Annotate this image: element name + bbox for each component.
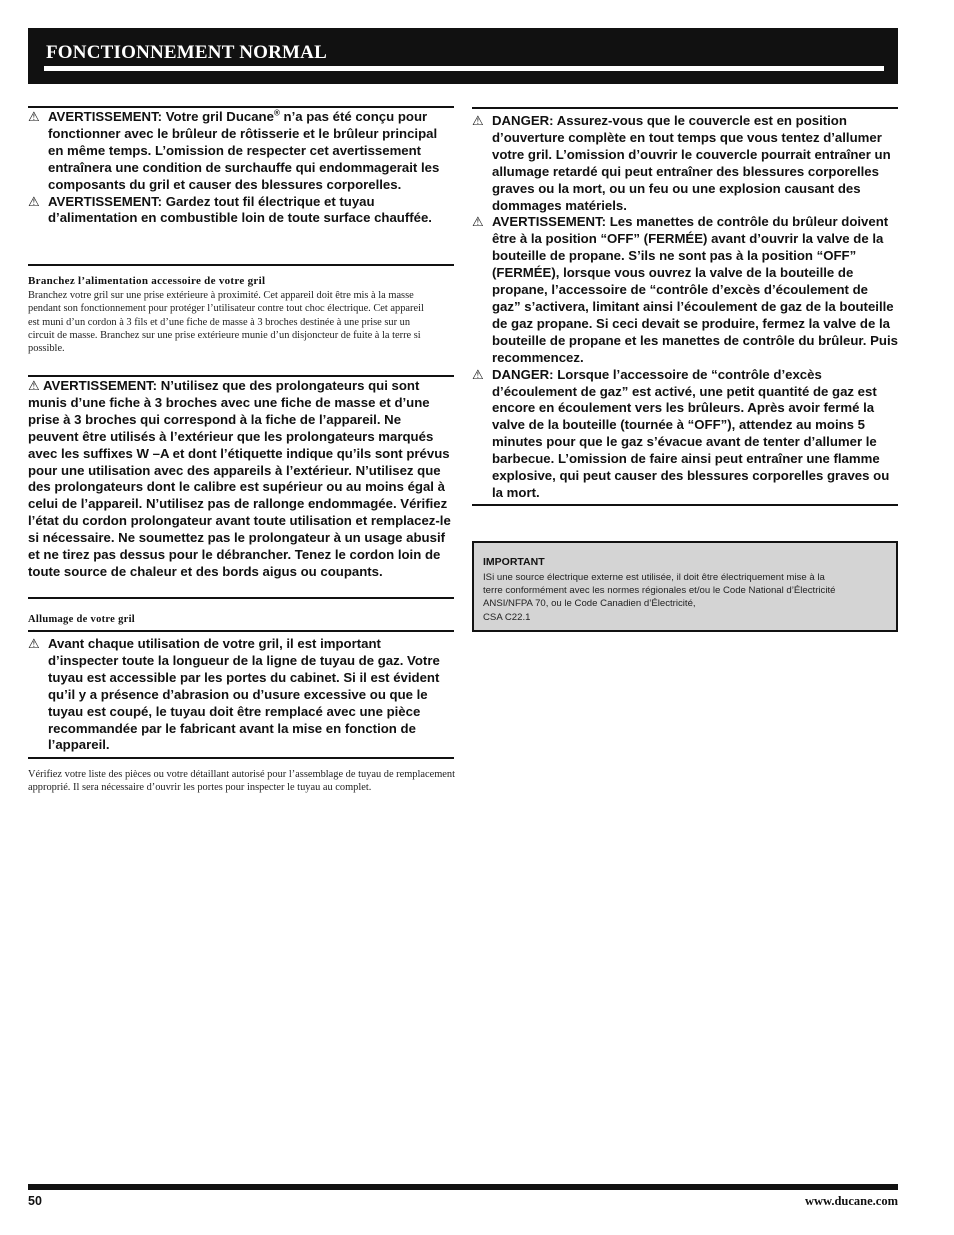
website-link[interactable]: www.ducane.com — [804, 1194, 898, 1208]
header-underline — [44, 66, 884, 71]
warning-extension-cords — [28, 378, 454, 581]
important-line: CSA C22.1 — [483, 611, 531, 623]
important-line: terre conformément avec les normes régionales et/ou le Code National d’Électricité — [483, 585, 836, 597]
divider — [472, 107, 898, 109]
warning-text: n’a pas été conçu pour fonctionner avec le brûleur de rôtisserie et le brûleur principal en même temps. L’omission de respecter cet avertissement entraînera une condition de surchauffe qui endommagerait les composants du gril et causer des blessures corporelles. — [48, 109, 440, 192]
warning-block-2 — [28, 378, 454, 581]
page-number: 50 — [28, 1194, 42, 1208]
warning-triangle-icon: ⚠ — [28, 636, 40, 651]
registered-mark: ® — [273, 108, 280, 118]
lighting-heading: Allumage de votre gril — [28, 614, 136, 625]
warning-text: Avant chaque utilisation de votre gril, il est important d’inspecter toute la longueur de la ligne de tuyau de gaz. Votre tuyau est accessible par les portes du cabinet. Si il est évident qu’il y a présence d’abrasion ou d’usure excessive ou que le tuyau est coupé, le tuyau doit être remplacé avec une pièce recommandée par le fabricant avant la mise en fonction de l’appareil. — [48, 636, 440, 753]
divider — [28, 757, 454, 759]
danger-excess-flow — [472, 367, 898, 502]
warning-triangle-icon: ⚠ — [28, 109, 40, 124]
warning-text: AVERTISSEMENT: Les manettes de contrôle du brûleur doivent être à la position “OFF” (FERMÉE) avant d’ouvrir la valve de la bouteille de propane. S’ils ne sont pas à la position “OFF” (FERMÉE), lorsque vous ouvrez la valve de la bouteille de propane, l’accessoire de “contrôle d’excès d’écoulement de gaz” s’activera, limitant ainsi l’écoulement de gaz de la bouteille de gaz propane. Si ceci devait se produire, fermez la valve de la bouteille de propane et les manettes de contrôle du brûleur. Puis recommencez. — [492, 214, 898, 365]
section-header — [28, 28, 898, 84]
warning-triangle-icon: ⚠ — [472, 113, 484, 128]
important-line: ISi une source électrique externe est utilisée, il doit être électriquement mise à la — [483, 572, 825, 583]
section-title: FONCTIONNEMENT NORMAL — [46, 42, 327, 63]
danger-text: DANGER: Lorsque l’accessoire de “contrôle d’excès d’écoulement de gaz” est activé, une petit quantité de gaz est encore en écoulement vers les brûleurs. Après avoir fermé la valve de la bouteille (tournée à “OFF”), attendez au moins 5 minutes pour que le gaz s’évacue avant de tenter d’allumer le barbecue. L’omission de faire ainsi peut entraîner une flamme explosive, qui peut causer des blessures corporelles graves ou la mort. — [492, 366, 890, 500]
plug-heading: Branchez l’alimentation accessoire de votre gril — [28, 275, 266, 287]
divider — [28, 375, 454, 377]
warning-triangle-icon: ⚠ — [472, 214, 484, 230]
divider — [28, 264, 454, 266]
divider — [28, 106, 454, 108]
divider — [28, 597, 454, 599]
plug-text: Branchez votre gril sur une prise extérieure à proximité. Cet appareil doit être mis à la masse pendant son fonctionnement pour protéger l’utilisateur contre tout choc électrique. Cet appareil est muni d’un cordon à 3 fils et d’une fiche de masse à 3 broches destinée à une prise sur un circuit de masse. Branchez sur une prise extérieure munie d’un disjoncteur de fuite à la terre si possible. — [28, 290, 424, 355]
important-notice — [472, 541, 898, 632]
warning-block-1 — [28, 109, 454, 227]
warning-text: AVERTISSEMENT: Votre gril Ducane — [48, 109, 274, 124]
warning-burner-knobs — [472, 214, 898, 366]
warning-text: AVERTISSEMENT: Gardez tout fil électrique et tuyau d’alimentation en combustible loin de toute surface chauffée. — [48, 193, 432, 226]
warning-rotisserie — [28, 109, 454, 194]
warning-text: AVERTISSEMENT: N’utilisez que des prolongateurs qui sont munis d’une fiche à 3 broches avec une fiche de masse et d’une prise à 3 broches qui correspond à la fiche de l’appareil. Ne peuvent être utilisés à l’extérieur que les prolongateurs marqués avec les suffixes W –A et dont l’étiquette indique qu’ils sont prévus pour une utilisation avec des appareils à l’extérieur. N’utilisez que des prolongateurs dont le calibre est supérieur ou au moins égal à celui de l’appareil. N’utilisez pas de rallonge endommagée. Vérifiez l’état du cordon prolongateur avant toute utilisation et remplacez-le si nécessaire. Ne soumettez pas le prolongateur à un usage abusif et ne tirez pas dessus pour le débrancher. Tenez le cordon loin de toute source de chaleur et des bords aigus ou coupants. — [28, 378, 451, 579]
warning-block-3 — [28, 636, 454, 754]
danger-block — [472, 113, 898, 502]
footer-bar — [28, 1184, 898, 1190]
warning-triangle-icon: ⚠ — [28, 378, 40, 393]
important-title: IMPORTANT — [483, 556, 545, 568]
divider — [28, 630, 454, 632]
warning-hose-inspection — [28, 636, 454, 754]
hose-replacement-text: Vérifiez votre liste des pièces ou votre détaillant autorisé pour l’assemblage de tuyau de remplacement approprié. Il sera nécessaire d’ouvrir les portes pour inspecter le tuyau au complet. — [28, 769, 456, 794]
warning-cords — [28, 194, 454, 228]
warning-triangle-icon: ⚠ — [28, 193, 40, 209]
important-line: ANSI/NFPA 70, ou le Code Canadien d’Électricité, — [483, 598, 696, 610]
important-text — [483, 571, 888, 624]
warning-triangle-icon: ⚠ — [472, 366, 484, 382]
danger-lid-open — [472, 113, 898, 214]
divider — [472, 504, 898, 506]
danger-text: DANGER: Assurez-vous que le couvercle est en position d’ouverture complète en tout temps que vous tentez d’allumer votre gril. L’omission d’ouvrir le couvercle pourrait entraîner un allumage retardé qui peut entraîner des blessures corporelles graves ou la mort, ou un feu ou une explosion causant des dommages matériels. — [492, 113, 891, 213]
